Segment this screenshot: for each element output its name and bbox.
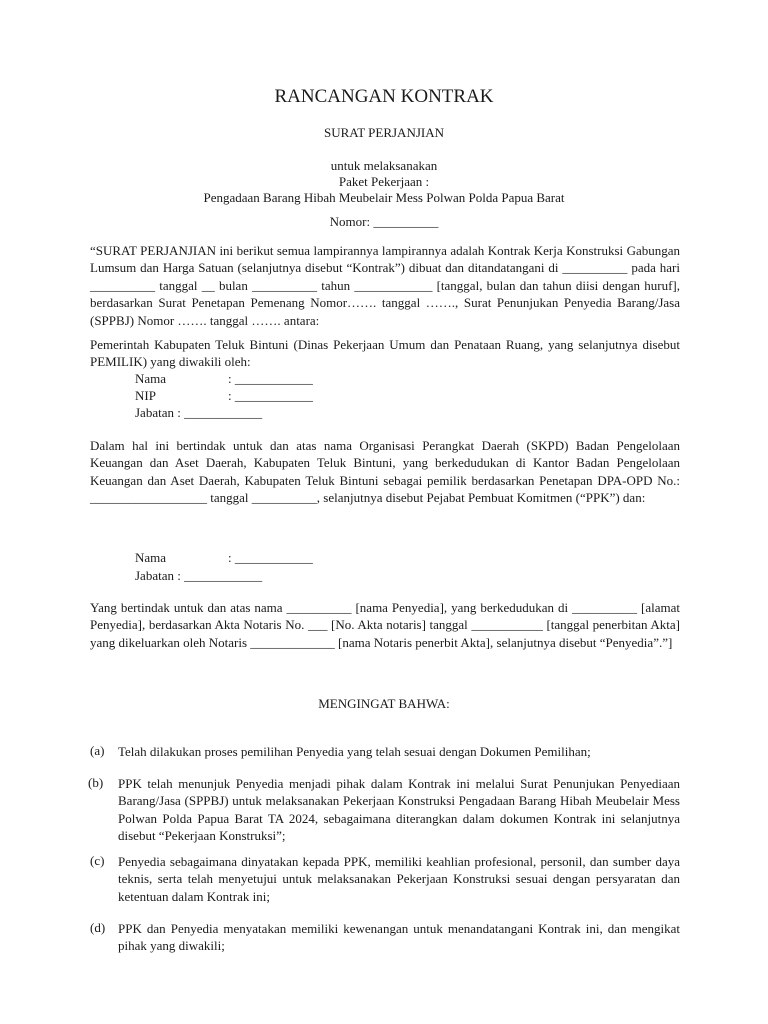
package-label: Paket Pekerjaan :: [338, 174, 430, 189]
owner-paragraph: Pemerintah Kabupaten Teluk Bintuni (Dinas Pekerjaan Umum dan Penataan Ruang, yang selanjutnya disebut PEMILIK) yang diwakili oleh:: [90, 337, 680, 370]
document-subtitle: SURAT PERJANJIAN: [323, 125, 445, 140]
owner-jabatan-field: Jabatan : ____________: [135, 405, 263, 420]
ppk-paragraph: Dalam hal ini bertindak untuk dan atas nama Organisasi Perangkat Daerah (SKPD) Badan Pengelolaan Keuangan dan Aset Daerah, Kabupaten Teluk Bintuni, yang berkedudukan di Kantor Badan Pengelolaan Keuangan dan Aset Daerah, Kabupaten Teluk Bintuni sebagai pemilik berdasarkan Penetapan DPA-OPD No.: __________________ tanggal __________, selanjutnya disebut Pejabat Pembuat Komitmen (“PPK”) dan:: [90, 438, 680, 506]
recital-heading: MENGINGAT BAHWA:: [318, 696, 450, 711]
recital-text: PPK telah menunjuk Penyedia menjadi pihak dalam Kontrak ini melalui Surat Penunjukan Penyediaan Barang/Jasa (SPPBJ) untuk melaksanakan Pekerjaan Konstruksi Pengadaan Barang Hibah Meubelair Mess Polwan Polda Papua Barat TA 2024, sebagaimana diterangkan dalam dokumen Kontrak ini selanjutnya disebut “Pekerjaan Konstruksi”;: [118, 776, 680, 844]
intro-paragraph: “SURAT PERJANJIAN ini berikut semua lampirannya lampirannya adalah Kontrak Kerja Konstruksi Gabungan Lumsum dan Harga Satuan (selanjutnya disebut “Kontrak”) dibuat dan ditandatangani di __________ pada hari __________ tanggal __ bulan __________ tahun ____________ [tanggal, bulan dan tahun diisi dengan huruf], berdasarkan Surat Penetapan Pemenang Nomor……. tanggal ……., Surat Penunjukan Penyedia Barang/Jasa (SPPBJ) Nomor ……. tanggal ……. antara:: [90, 243, 680, 328]
ppk-jabatan-field: Jabatan : ____________: [135, 568, 263, 583]
purpose-line: untuk melaksanakan: [330, 158, 438, 173]
provider-paragraph: Yang bertindak untuk dan atas nama __________ [nama Penyedia], yang berkedudukan di __________ [alamat Penyedia], berdasarkan Akta Notaris No. ___ [No. Akta notaris] tanggal ___________ [tanggal penerbitan Akta] yang dikeluarkan oleh Notaris _____________ [nama Notaris penerbit Akta], selanjutnya disebut “Penyedia”.”]: [90, 600, 680, 650]
recital-label: (a): [90, 743, 105, 758]
recital-label: (b): [88, 775, 104, 790]
owner-name-value: : ____________: [228, 371, 313, 386]
recital-text: Penyedia sebagaimana dinyatakan kepada PPK, memiliki keahlian profesional, personil, dan sumber daya teknis, serta telah menyetujui untuk melaksanakan Pekerjaan Konstruksi sesuai dengan persyaratan dan ketentuan dalam Kontrak ini;: [118, 854, 680, 904]
recital-text: PPK dan Penyedia menyatakan memiliki kewenangan untuk menandatangani Kontrak ini, dan mengikat pihak yang diwakili;: [118, 921, 680, 954]
owner-nip-value: : ____________: [228, 388, 313, 403]
owner-nip-label: NIP: [135, 388, 156, 403]
ppk-name-label: Nama: [135, 550, 167, 565]
recital-label: (d): [90, 920, 106, 935]
contract-number: Nomor: __________: [329, 214, 439, 229]
owner-name-label: Nama: [135, 371, 167, 386]
recital-label: (c): [90, 853, 105, 868]
package-name: Pengadaan Barang Hibah Meubelair Mess Polwan Polda Papua Barat: [203, 190, 565, 205]
ppk-name-value: : ____________: [228, 550, 313, 565]
document-title: RANCANGAN KONTRAK: [274, 86, 494, 107]
recital-text: Telah dilakukan proses pemilihan Penyedia yang telah sesuai dengan Dokumen Pemilihan;: [118, 744, 591, 759]
